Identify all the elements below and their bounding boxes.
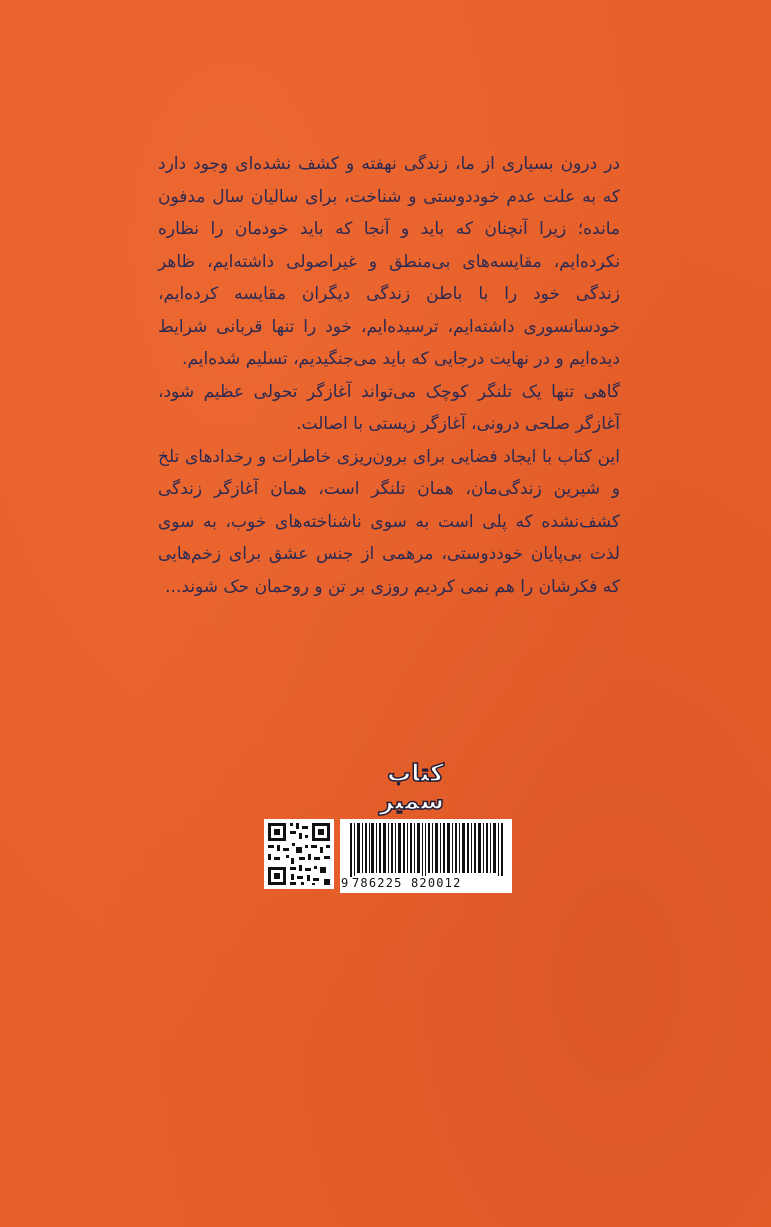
barcode-first-digit: 9 [341, 876, 349, 890]
blurb-text [158, 148, 620, 603]
blurb-paragraph-3: این کتاب با ایجاد فضایی برای برون‌ریزی خاطرات و رخدادهای تلخ و شیرین زندگی‌مان، همان تلنگر است، همان آغازگر زندگی کشف‌نشده که پلی است به سوی ناشناخته‌های خوب، به سوی لذت بی‌پایان خوددوستی، مرهمی از جنس عشق برای زخم‌هایی که فکرشان را هم نمی کردیم روزی بر تن و روحمان حک شوند... [158, 446, 620, 597]
blurb-paragraph-1: در درون بسیاری از ما، زندگی نهفته و کشف نشده‌ای وجود دارد که به علت عدم خوددوستی و شناخت، برای سالیان سال مدفون مانده؛ زیرا آنچنان که باید و آنجا که باید خودمان را نظاره نکرده‌ایم، مقایسه‌های بی‌منطق و غیراصولی داشته‌ایم، ظاهر زندگی خود را با باطن زندگی دیگران مقایسه کرده‌ایم، خودسانسوری داشته‌ایم، ترسیده‌ایم، خود را تنها قربانی شرایط دیده‌ایم و در نهایت درجایی که باید می‌جنگیدیم، تسلیم شده‌ایم. [158, 154, 620, 369]
publisher-logo [334, 759, 444, 815]
qr-code-icon [264, 819, 334, 889]
publisher-logo-text: کتاب سمیر [379, 759, 444, 815]
blurb-paragraph-2: گاهی تنها یک تلنگر کوچک می‌تواند آغازگر تحولی عظیم شود، آغازگر صلحی درونی، آغازگر زیستی با اصالت. [158, 381, 620, 434]
barcode-digits: 786225 820012 [352, 876, 512, 890]
